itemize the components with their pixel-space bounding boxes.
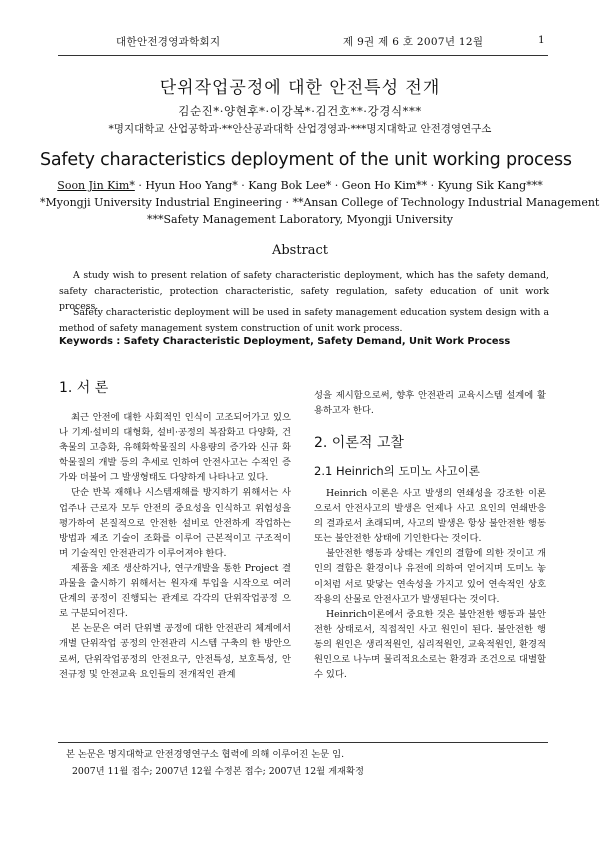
section-1-continuation: [314, 388, 546, 418]
keywords: Keywords : Safety Characteristic Deployment, Safety Demand, Unit Work Process: [59, 336, 511, 347]
page-number: 1: [538, 34, 545, 46]
co-authors: · Hyun Hoo Yang* · Kang Bok Lee* · Geon Ho Kim** · Kyung Sik Kang***: [134, 179, 543, 192]
first-author: Soon Jin Kim*: [57, 179, 135, 192]
section-2-body: [314, 486, 546, 682]
section-1-body: [59, 410, 291, 682]
abstract-heading: Abstract: [271, 243, 329, 258]
section-2-heading: 2. 이론적 고찰: [314, 435, 404, 451]
section-2-paragraph: 불안전한 행동과 상태는 개인의 결함에 의한 것이고 개인의 결함은 환경이나 유전에 의하여 얻어지며 도미노 놓이처럼 서로 맞닿는 연속성을 가지고 있어 연속적인 상호작용의 산물로 안전사고가 발생된다는 것이다.: [314, 548, 546, 605]
affiliations-english-2: ***Safety Management Laboratory, Myongji University: [147, 213, 453, 226]
authors-english: [40, 179, 560, 192]
authors-korean: 김순진*·양현후*·이강복*·김건호**·강경식***: [178, 104, 422, 118]
abstract-paragraph-2: Safety characteristic deployment will be used in safety management education system design with a method of safety management system construction of unit work process.: [59, 307, 549, 334]
issue-info: 제 9권 제 6 호 2007년 12월: [343, 36, 484, 48]
section-1-paragraph: 제품을 제조 생산하거나, 연구개발을 통한 Project 결과물을 출시하기 위해서는 원자재 투입을 시작으로 여러 단계의 공정이 진행되는 관계로 각각의 단위작업공정 으로 구분되어진다.: [59, 562, 291, 620]
paper-title-korean: 단위작업공정에 대한 안전특성 전개: [159, 78, 441, 98]
journal-name: 대한안전경영과학회지: [116, 36, 221, 48]
section-1-continuation-text: 성을 제시함으로써, 향후 안전관리 교육시스템 설계에 활용하고자 한다.: [314, 390, 546, 417]
section-1-paragraph: 단순 반복 재해나 시스템재해를 방지하기 위해서는 사업주나 근로자 모두 안전의 중요성을 인식하고 위험성을 평가하여 본질적으로 안전한 설비로 안전하게 작업하는 방법과 제조 기술이 조화를 이루어 근본적이고 구조적이며 기술적인 안전관리가 이루어져야 한다.: [59, 487, 291, 559]
affiliations-english-1: *Myongji University Industrial Engineering · **Ansan College of Technology Industrial Management: [40, 196, 600, 209]
section-2-1-heading: 2.1 Heinrich의 도미노 사고이론: [314, 464, 480, 478]
paper-title-english: Safety characteristics deployment of the unit working process: [40, 150, 572, 170]
header-rule: [58, 55, 548, 56]
section-2-paragraph: Heinrich이론에서 중요한 것은 불안전한 행동과 불안전한 상태로서, 직접적인 사고 원인이 된다. 불안전한 행동의 원인은 생리적원인, 심리적원인, 교육적원인, 환경적 원인으로 나누며 물리적요소로는 환경과 조건으로 대별할 수 있다.: [314, 608, 546, 681]
footnote-line-1: 본 논문은 명지대학교 안전경영연구소 협력에 의해 이루어진 논문 임.: [66, 749, 345, 760]
affiliations-korean: *명지대학교 산업공학과·**안산공과대학 산업경영과·***명지대학교 안전경영연구소: [108, 123, 492, 135]
section-1-paragraph: 본 논문은 여러 단위별 공정에 대한 안전관리 체계에서 개별 단위작업 공정의 안전관리 시스템 구축의 한 방안으로써, 단위작업공정의 안전요구, 안전특성, 보호특성, 안전규정 및 안전교육 요인들의 전개적인 관계: [59, 623, 291, 680]
footnote-line-2: 2007년 11월 접수; 2007년 12월 수정본 접수; 2007년 12월 게재확정: [72, 766, 365, 777]
abstract-paragraph-1: A study wish to present relation of safety characteristic deployment, which has the safety demand, safety characteristic, protection characteristic, safety regulation, safety education of unit work process.: [59, 270, 549, 312]
section-2-paragraph: Heinrich 이론은 사고 발생의 연쇄성을 강조한 이론으로서 안전사고의 발생은 언제나 사고 요인의 연쇄반응의 결과로서 초래되며, 사고의 발생은 항상 불안전한 행동 또는 불안전한 상태에 기인한다는 것이다.: [314, 488, 546, 545]
section-1-paragraph: 최근 안전에 대한 사회적인 인식이 고조되어가고 있으나 기계·설비의 대형화, 설비·공정의 복잡화고 다양화, 건축물의 고층화, 유해화학물질의 사용량의 증가와 신규 화학물질의 개발 등의 추세로 인하여 안전사고는 수적인 증가와 더불어 그 발생형태도 다양하게 나타나고 있다.: [59, 412, 291, 484]
footnote-rule: [58, 742, 548, 743]
section-1-heading: 1. 서 론: [59, 380, 109, 396]
running-header: [0, 34, 600, 50]
